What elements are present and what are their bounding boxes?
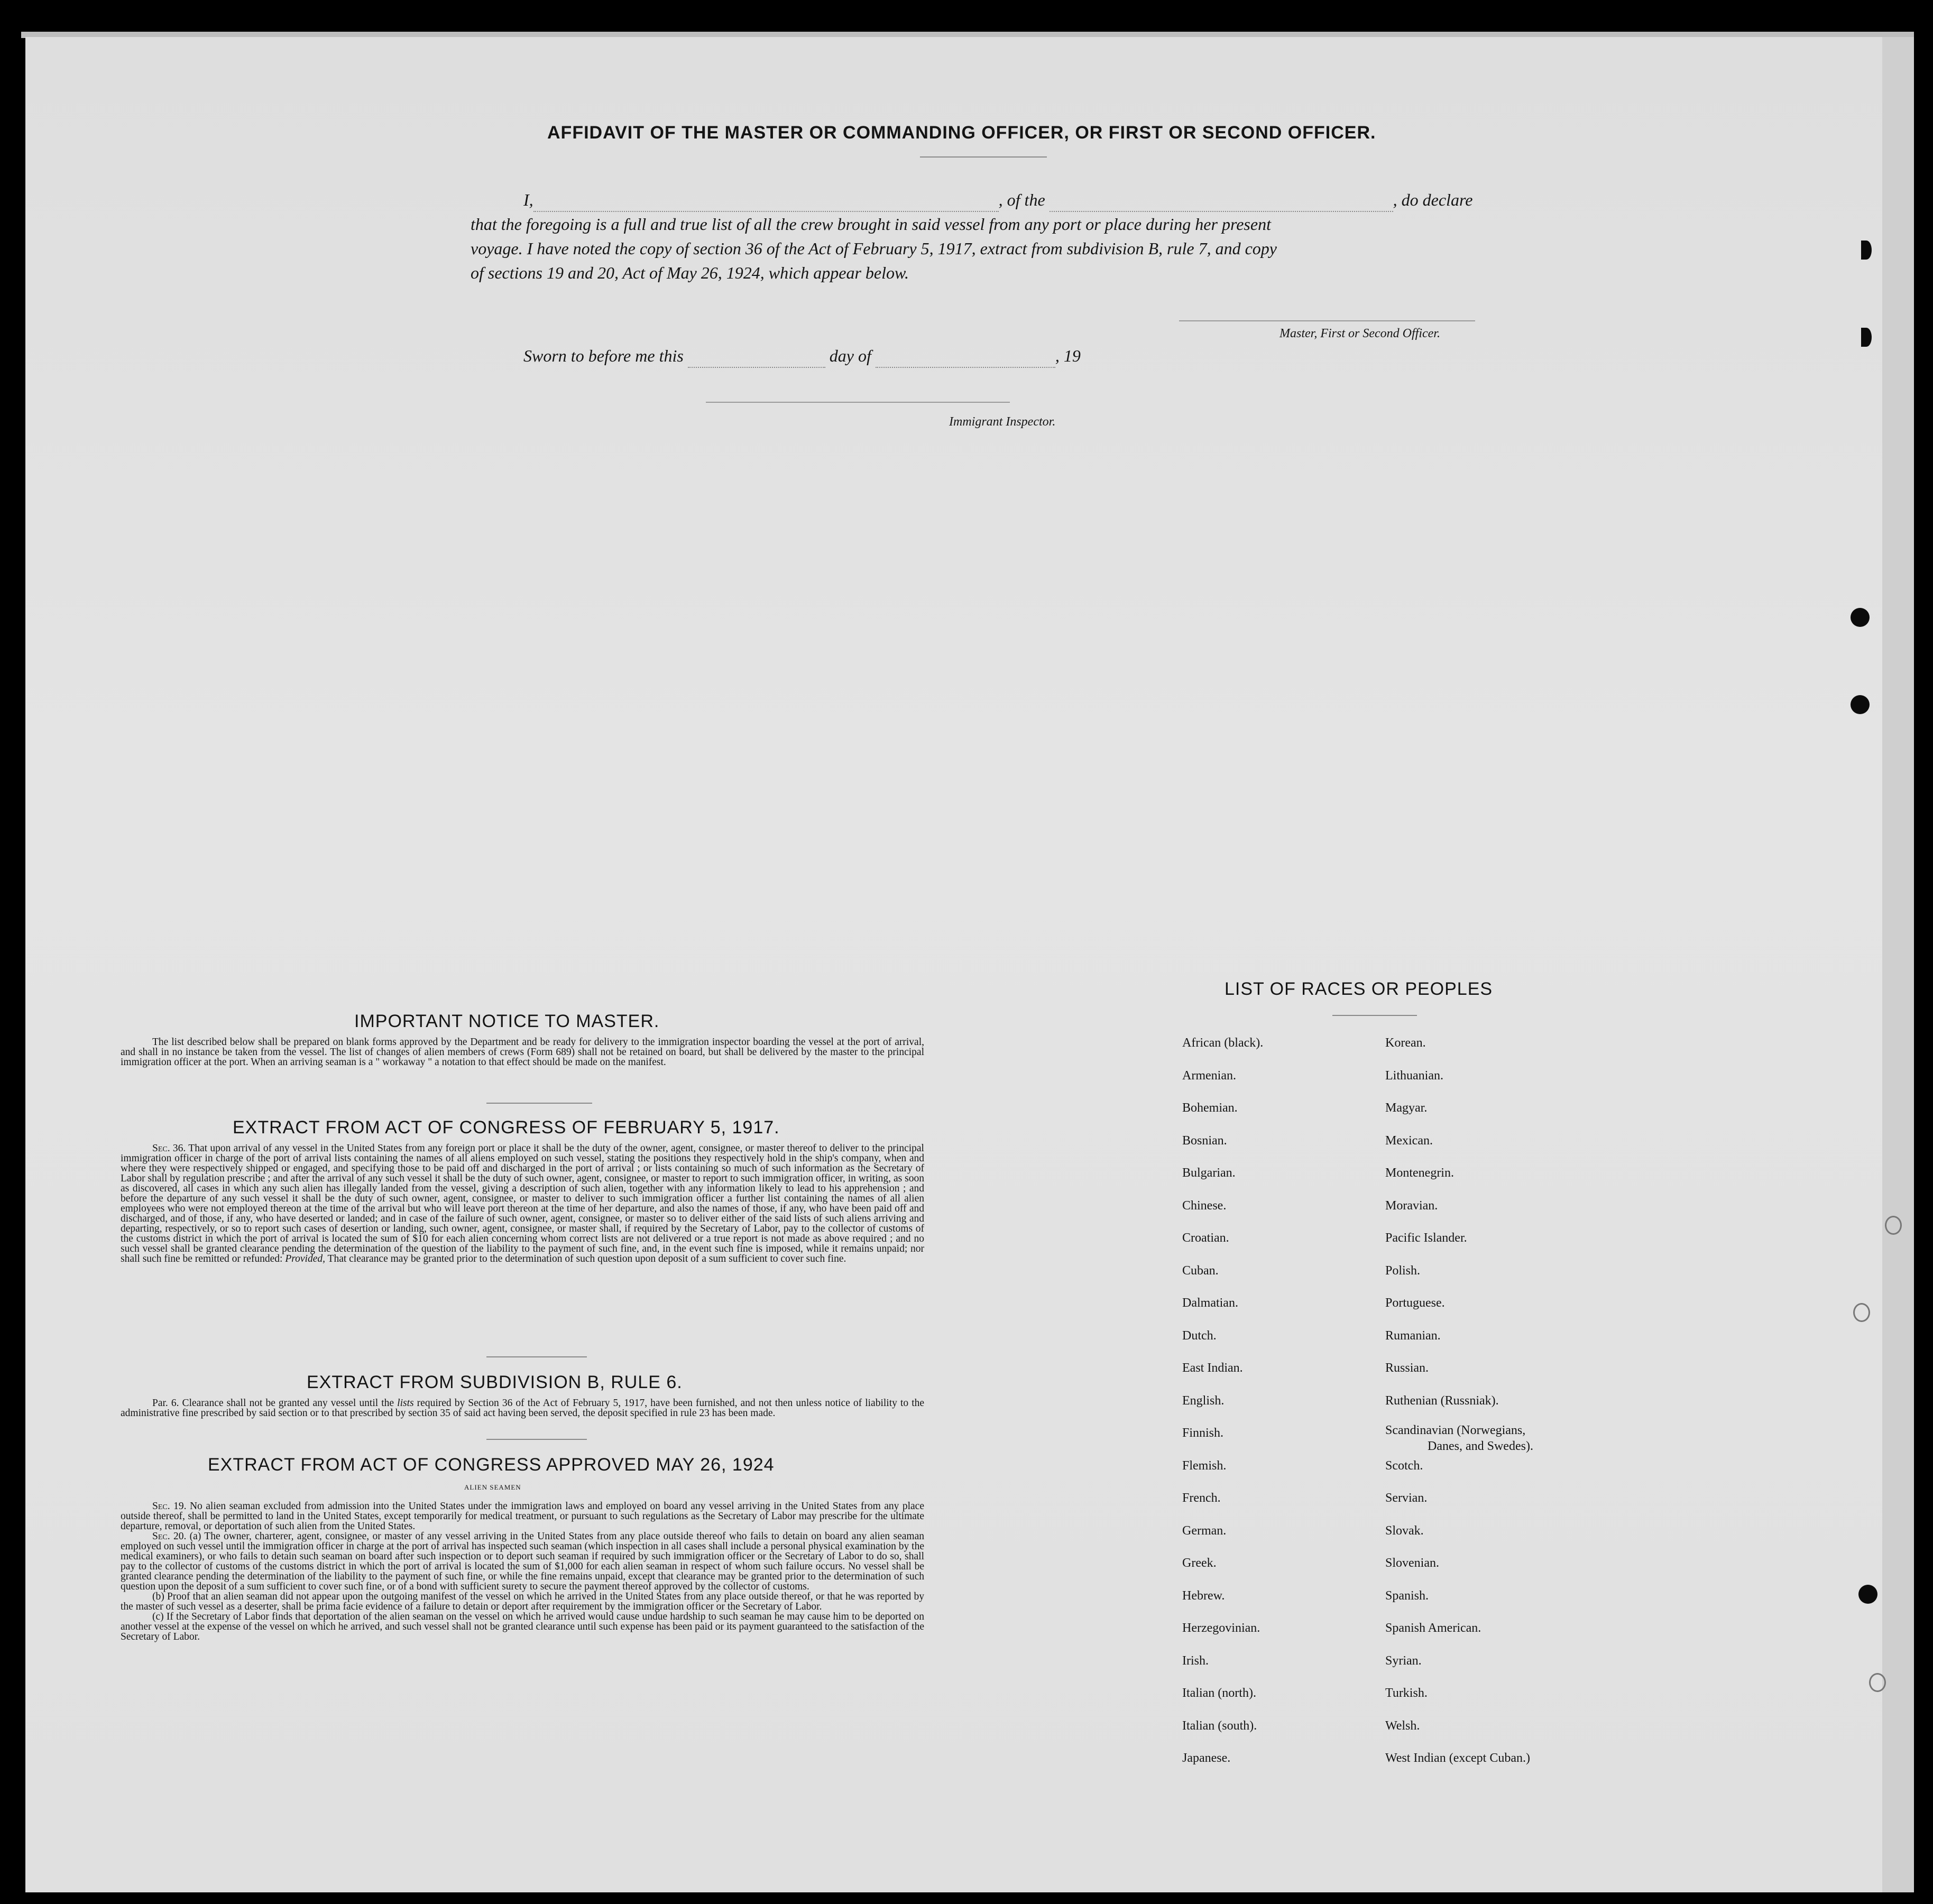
affidavit-line-3: voyage. I have noted the copy of section 36 of the Act of February 5, 1917, extract from subdivision B, rule 7, and copy xyxy=(471,239,1277,258)
race-item: Syrian. xyxy=(1385,1653,1422,1668)
sec-20c: (c) If the Secretary of Labor finds that deportation of the alien seaman on the vessel on which he arrived would cause undue hardship to such seaman he may cause him to be deported on another vessel at the expense of the vessel on which he arrived, and such vessel shall not be granted clearance until such expense has been paid or its payment guaranteed to the satisfaction of the Secretary of Labor. xyxy=(121,1611,924,1642)
race-item: Welsh. xyxy=(1385,1718,1420,1733)
race-item: Montenegrin. xyxy=(1385,1166,1454,1180)
race-item: Pacific Islander. xyxy=(1385,1231,1467,1245)
bleed-through xyxy=(1216,423,1692,719)
notice-text: The list described below shall be prepared on blank forms approved by the Department and be ready for delivery to the immigration inspector boarding the vessel at the port of arrival, and shall in no instance be taken from the vessel. The list of changes of alien members of crews (Form 689) shall not be retained on board, but shall be delivered by the master to the principal immigration officer at the port. When an arriving seaman is a " workaway " a notation to that effect should be made on the manifest. xyxy=(121,1037,924,1068)
inspector-label: Immigrant Inspector. xyxy=(949,415,1056,429)
race-item: Italian (north). xyxy=(1182,1686,1256,1700)
sworn-line xyxy=(523,344,1081,368)
divider xyxy=(1332,1015,1417,1016)
race-item: English. xyxy=(1182,1393,1225,1408)
binder-hole-icon xyxy=(1861,241,1872,260)
race-item: Ruthenian (Russniak). xyxy=(1385,1393,1499,1408)
binder-hole-icon xyxy=(1851,608,1870,627)
extract-1917-title: EXTRACT FROM ACT OF CONGRESS OF FEBRUARY 5, 1917. xyxy=(233,1117,780,1138)
affidavit-do-declare: , do declare xyxy=(1393,190,1473,209)
race-item: Servian. xyxy=(1385,1491,1428,1505)
race-item: Lithuanian. xyxy=(1385,1068,1443,1083)
race-item: Slovak. xyxy=(1385,1523,1424,1538)
sec-20a-text: (a) The owner, charterer, agent, consignee, or master of any vessel arriving in the United States from any place outside thereof who fails to detain on board any alien seaman employed on such vessel until the immigration officer in charge at the port of arrival has inspected such seaman (which inspection in all cases shall include a personal physical examination by the medical examiners), or who fails to detain such seaman on board after such inspection or to deport such seaman if required by such immigration officer or the Secretary of Labor to do so, shall pay to the collector of customs of the customs district in which the port of arrival is located the sum of $1,000 for each alien seaman in respect of whom such failure occurs. No vessel shall be granted clearance pending the determination of the liability to the payment of such fine, or while the fine remains unpaid, except that clearance may be granted prior to the determination of such question upon the deposit of a sum sufficient to cover such fine, or of a bond with sufficient surety to secure the payment thereof approved by the collector of customs. xyxy=(121,1531,924,1592)
extract-1917-text xyxy=(121,1143,924,1264)
race-item: Dutch. xyxy=(1182,1328,1217,1343)
master-signature-label: Master, First or Second Officer. xyxy=(1280,327,1440,340)
sec-20-label: Sec. 20. xyxy=(152,1531,187,1542)
race-item: German. xyxy=(1182,1523,1227,1538)
inspector-signature-line[interactable] xyxy=(706,402,1010,403)
race-item: Chinese. xyxy=(1182,1198,1227,1213)
divider xyxy=(486,1439,587,1440)
race-item: Russian. xyxy=(1385,1361,1429,1375)
binder-hole-icon xyxy=(1858,1585,1877,1604)
divider xyxy=(486,1103,592,1104)
race-item xyxy=(1385,1417,1533,1453)
race-item: Spanish. xyxy=(1385,1588,1429,1603)
sec-36-body: That upon arrival of any vessel in the United States from any foreign port or place it shall be the duty of the owner, agent, consignee, or master thereof to deliver to the principal immigration officer in charge of the port of arrival lists containing the names of all aliens employed on such vessel, stating the positions they respectively hold in the ship's company, when and where they were respectively shipped or engaged, and specifying those to be paid off and discharged in the port of arrival ; or lists containing so much of such information as the Secretary of Labor shall by regulation prescribe ; and after the arrival of any such vessel it shall be the duty of such owner, agent, consignee, or master to report to such immigration officer, in writing, as soon as discovered, all cases in which any such alien has illegally landed from the vessel, giving a description of such alien, together with any information likely to lead to his apprehension ; and before the departure of any such vessel it shall be the duty of such owner, agent, consignee, or master to deliver to such immigration officer a further list containing the names of all alien employees who were not employed thereon at the time of the arrival but who will leave port thereon at the time of her departure, and also the names of those, if any, who have been paid off and discharged, and of those, if any, who have deserted or landed; and in case of the failure of such owner, agent, consignee, or master so to deliver either of the said lists of such aliens arriving and departing, respectively, or so to report such cases of desertion or landing, such owner, agent, consignee, or master shall, if required by the Secretary of Labor, pay to the collector of customs of the customs district in which the port of arrival is located the sum of $10 for each alien concerning whom correct lists are not delivered or a true report is not made as above required ; and no such vessel shall be granted clearance pending the determination of the question of the liability to the payment of such fine, and, in the event such fine is imposed, while it remains unpaid; nor shall such fine be remitted or refunded: xyxy=(121,1143,924,1264)
race-item: Turkish. xyxy=(1385,1686,1428,1700)
sec-36-label: Sec. 36. xyxy=(152,1143,186,1154)
page-right-edge xyxy=(1882,37,1914,1892)
binder-hole-icon xyxy=(1869,1673,1886,1692)
sworn-year: , 19 xyxy=(1055,346,1081,365)
race-item: Japanese. xyxy=(1182,1751,1231,1765)
affidavit-of-the: , of the xyxy=(998,190,1045,209)
extract-1924-body xyxy=(121,1501,924,1642)
race-item: Italian (south). xyxy=(1182,1718,1257,1733)
sec-19-label: Sec. 19. xyxy=(152,1501,187,1512)
race-item: West Indian (except Cuban.) xyxy=(1385,1751,1530,1765)
rule-6-text xyxy=(121,1398,924,1418)
affidavit-i: I, xyxy=(523,190,533,209)
proviso-label: Provided, xyxy=(285,1253,325,1264)
sec-20b: (b) Proof that an alien seaman did not appear upon the outgoing manifest of the vessel on which he arrived in the United States from any place outside thereof, or that he was reported by the master of such vessel as a deserter, shall be prima facie evidence of a failure to detain or deport after requirement by the immigration officer or the Secretary of Labor. xyxy=(121,1591,924,1612)
race-item: Bulgarian. xyxy=(1182,1166,1236,1180)
affidavit-line-4: of sections 19 and 20, Act of May 26, 1924, which appear below. xyxy=(471,263,909,282)
race-item-scandinavian-cont: Danes, and Swedes). xyxy=(1428,1439,1533,1453)
race-item: Armenian. xyxy=(1182,1068,1236,1083)
race-item: Korean. xyxy=(1385,1036,1426,1050)
sworn-prefix: Sworn to before me this xyxy=(523,346,684,365)
divider xyxy=(920,156,1047,158)
rule-6-text-b: required by Section 36 of the Act of February 5, 1917, have been furnished, and not then unless notice of liability to the administrative fine prescribed by said section or to that prescribed by section 35 of said act having been served, the deposit specified in rule 23 has been made. xyxy=(121,1398,925,1419)
binder-hole-icon xyxy=(1851,695,1870,714)
race-item: Croatian. xyxy=(1182,1231,1229,1245)
rule-6-lists: lists xyxy=(397,1398,414,1409)
race-item: Finnish. xyxy=(1182,1426,1224,1440)
race-item: Mexican. xyxy=(1385,1133,1433,1148)
sworn-day-field[interactable] xyxy=(688,367,825,368)
rule-6-text-a: Par. 6. Clearance shall not be granted any vessel until the xyxy=(152,1398,394,1409)
race-item: Greek. xyxy=(1182,1556,1217,1570)
race-item: Flemish. xyxy=(1182,1458,1227,1473)
extract-1924-title: EXTRACT FROM ACT OF CONGRESS APPROVED MAY 26, 1924 xyxy=(208,1455,775,1475)
race-item: Cuban. xyxy=(1182,1263,1219,1278)
affidavit-text xyxy=(471,188,1512,285)
race-item: Dalmatian. xyxy=(1182,1296,1238,1310)
sworn-day-of: day of xyxy=(829,346,871,365)
races-right-column xyxy=(1385,1027,1533,1775)
sec-20a xyxy=(121,1531,924,1592)
binder-hole-icon xyxy=(1861,328,1872,347)
race-item: Bosnian. xyxy=(1182,1133,1227,1148)
race-item: Spanish American. xyxy=(1385,1621,1481,1635)
race-item: French. xyxy=(1182,1491,1221,1505)
divider xyxy=(486,1356,587,1357)
alien-seamen-subtitle: ALIEN SEAMEN xyxy=(464,1483,521,1491)
races-left-column xyxy=(1182,1027,1263,1775)
affidavit-line-2: that the foregoing is a full and true list of all the crew brought in said vessel from any port or place during her present xyxy=(471,215,1271,234)
binder-hole-icon xyxy=(1853,1303,1870,1322)
sec-19-text: No alien seaman excluded from admission into the United States under the immigration laws and employed on board any vessel arriving in the United States from any place outside thereof, shall be permitted to land in the United States, except temporarily for medical treatment, or pursuant to such regulations as the Secretary of Labor may prescribe for the ultimate departure, removal, or deportation of such alien from the United States. xyxy=(121,1501,924,1532)
race-item: Polish. xyxy=(1385,1263,1421,1278)
race-item: Scotch. xyxy=(1385,1458,1423,1473)
notice-title: IMPORTANT NOTICE TO MASTER. xyxy=(354,1011,660,1031)
race-item: East Indian. xyxy=(1182,1361,1243,1375)
race-item: Bohemian. xyxy=(1182,1101,1238,1115)
rule-6-title: EXTRACT FROM SUBDIVISION B, RULE 6. xyxy=(307,1372,683,1392)
affidavit-title: AFFIDAVIT OF THE MASTER OR COMMANDING OFFICER, OR FIRST OR SECOND OFFICER. xyxy=(547,123,1376,143)
sec-19 xyxy=(121,1501,924,1531)
races-title: LIST OF RACES OR PEOPLES xyxy=(1225,979,1493,999)
race-item: Moravian. xyxy=(1385,1198,1438,1213)
master-signature-line[interactable] xyxy=(1179,320,1475,321)
race-item: Rumanian. xyxy=(1385,1328,1441,1343)
race-item: Hebrew. xyxy=(1182,1588,1225,1603)
race-item: Portuguese. xyxy=(1385,1296,1445,1310)
binder-hole-icon xyxy=(1885,1216,1902,1235)
race-item: Slovenian. xyxy=(1385,1556,1439,1570)
race-item: Magyar. xyxy=(1385,1101,1428,1115)
sworn-month-field[interactable] xyxy=(876,367,1055,368)
race-item: African (black). xyxy=(1182,1036,1264,1050)
race-item-scandinavian: Scandinavian (Norwegians, xyxy=(1385,1424,1526,1437)
race-item: Herzegovinian. xyxy=(1182,1621,1260,1635)
race-item: Irish. xyxy=(1182,1653,1209,1668)
proviso-text: That clearance may be granted prior to the determination of such question upon deposit of a sum sufficient to cover such fine. xyxy=(327,1253,846,1264)
